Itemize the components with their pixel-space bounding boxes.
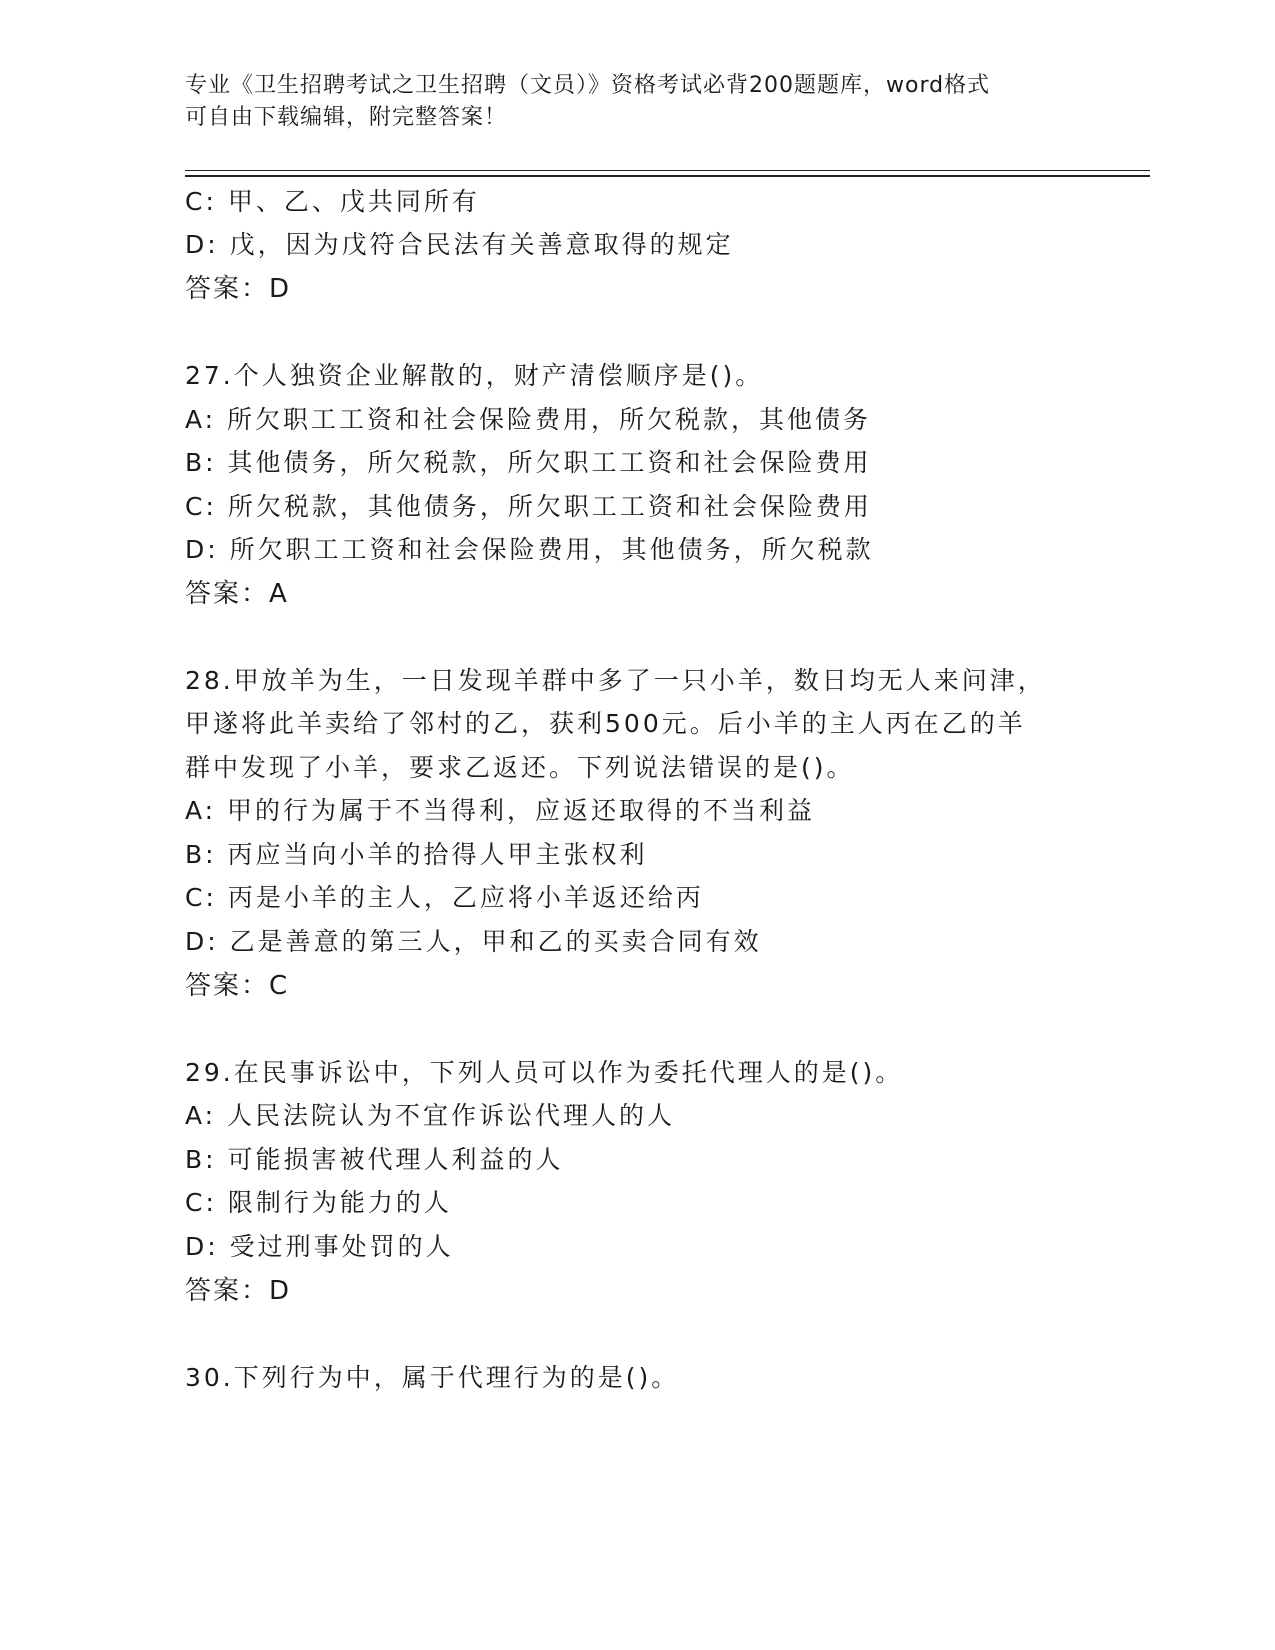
q29-answer: 答案：D — [185, 1276, 292, 1306]
q28-option-b: B: 丙应当向小羊的拾得人甲主张权利 — [185, 840, 648, 869]
q28-stem-line-1: 28.甲放羊为生，一日发现羊群中多了一只小羊，数日均无人来问津， — [185, 666, 1046, 695]
q26-option-d: D: 戊，因为戊符合民法有关善意取得的规定 — [185, 230, 734, 259]
q27-option-a: A: 所欠职工工资和社会保险费用，所欠税款，其他债务 — [185, 405, 872, 434]
q27-answer: 答案：A — [185, 579, 289, 609]
q26-answer: 答案：D — [185, 274, 292, 304]
q27-option-b: B: 其他债务，所欠税款，所欠职工工资和社会保险费用 — [185, 448, 872, 477]
header-line-2: 可自由下载编辑，附完整答案！ — [185, 105, 508, 130]
q27-stem: 27.个人独资企业解散的，财产清偿顺序是()。 — [185, 361, 764, 390]
q26-option-c: C: 甲、乙、戊共同所有 — [185, 187, 480, 216]
q29-option-c: C: 限制行为能力的人 — [185, 1188, 452, 1217]
q29-stem: 29.在民事诉讼中，下列人员可以作为委托代理人的是()。 — [185, 1058, 904, 1087]
header-rule-thick — [185, 175, 1150, 177]
q28-stem-line-2: 甲遂将此羊卖给了邻村的乙，获利500元。后小羊的主人丙在乙的羊 — [185, 709, 1026, 738]
document-header — [185, 70, 1085, 134]
header-line-1: 专业《卫生招聘考试之卫生招聘（文员）》资格考试必背200题题库，word格式 — [185, 73, 991, 98]
q29-option-b: B: 可能损害被代理人利益的人 — [185, 1145, 564, 1174]
q28-answer: 答案：C — [185, 971, 290, 1001]
q29-option-d: D: 受过刑事处罚的人 — [185, 1232, 454, 1261]
q28-option-a: A: 甲的行为属于不当得利，应返还取得的不当利益 — [185, 796, 816, 825]
q28-option-d: D: 乙是善意的第三人，甲和乙的买卖合同有效 — [185, 927, 762, 956]
q27-option-d: D: 所欠职工工资和社会保险费用，其他债务，所欠税款 — [185, 535, 874, 564]
q29-option-a: A: 人民法院认为不宜作诉讼代理人的人 — [185, 1101, 676, 1130]
q28-option-c: C: 丙是小羊的主人，乙应将小羊返还给丙 — [185, 883, 704, 912]
header-rule-thin — [185, 170, 1150, 171]
q27-option-c: C: 所欠税款，其他债务，所欠职工工资和社会保险费用 — [185, 492, 872, 521]
q30-stem: 30.下列行为中，属于代理行为的是()。 — [185, 1363, 680, 1392]
q28-stem-line-3: 群中发现了小羊，要求乙返还。下列说法错误的是()。 — [185, 753, 855, 782]
